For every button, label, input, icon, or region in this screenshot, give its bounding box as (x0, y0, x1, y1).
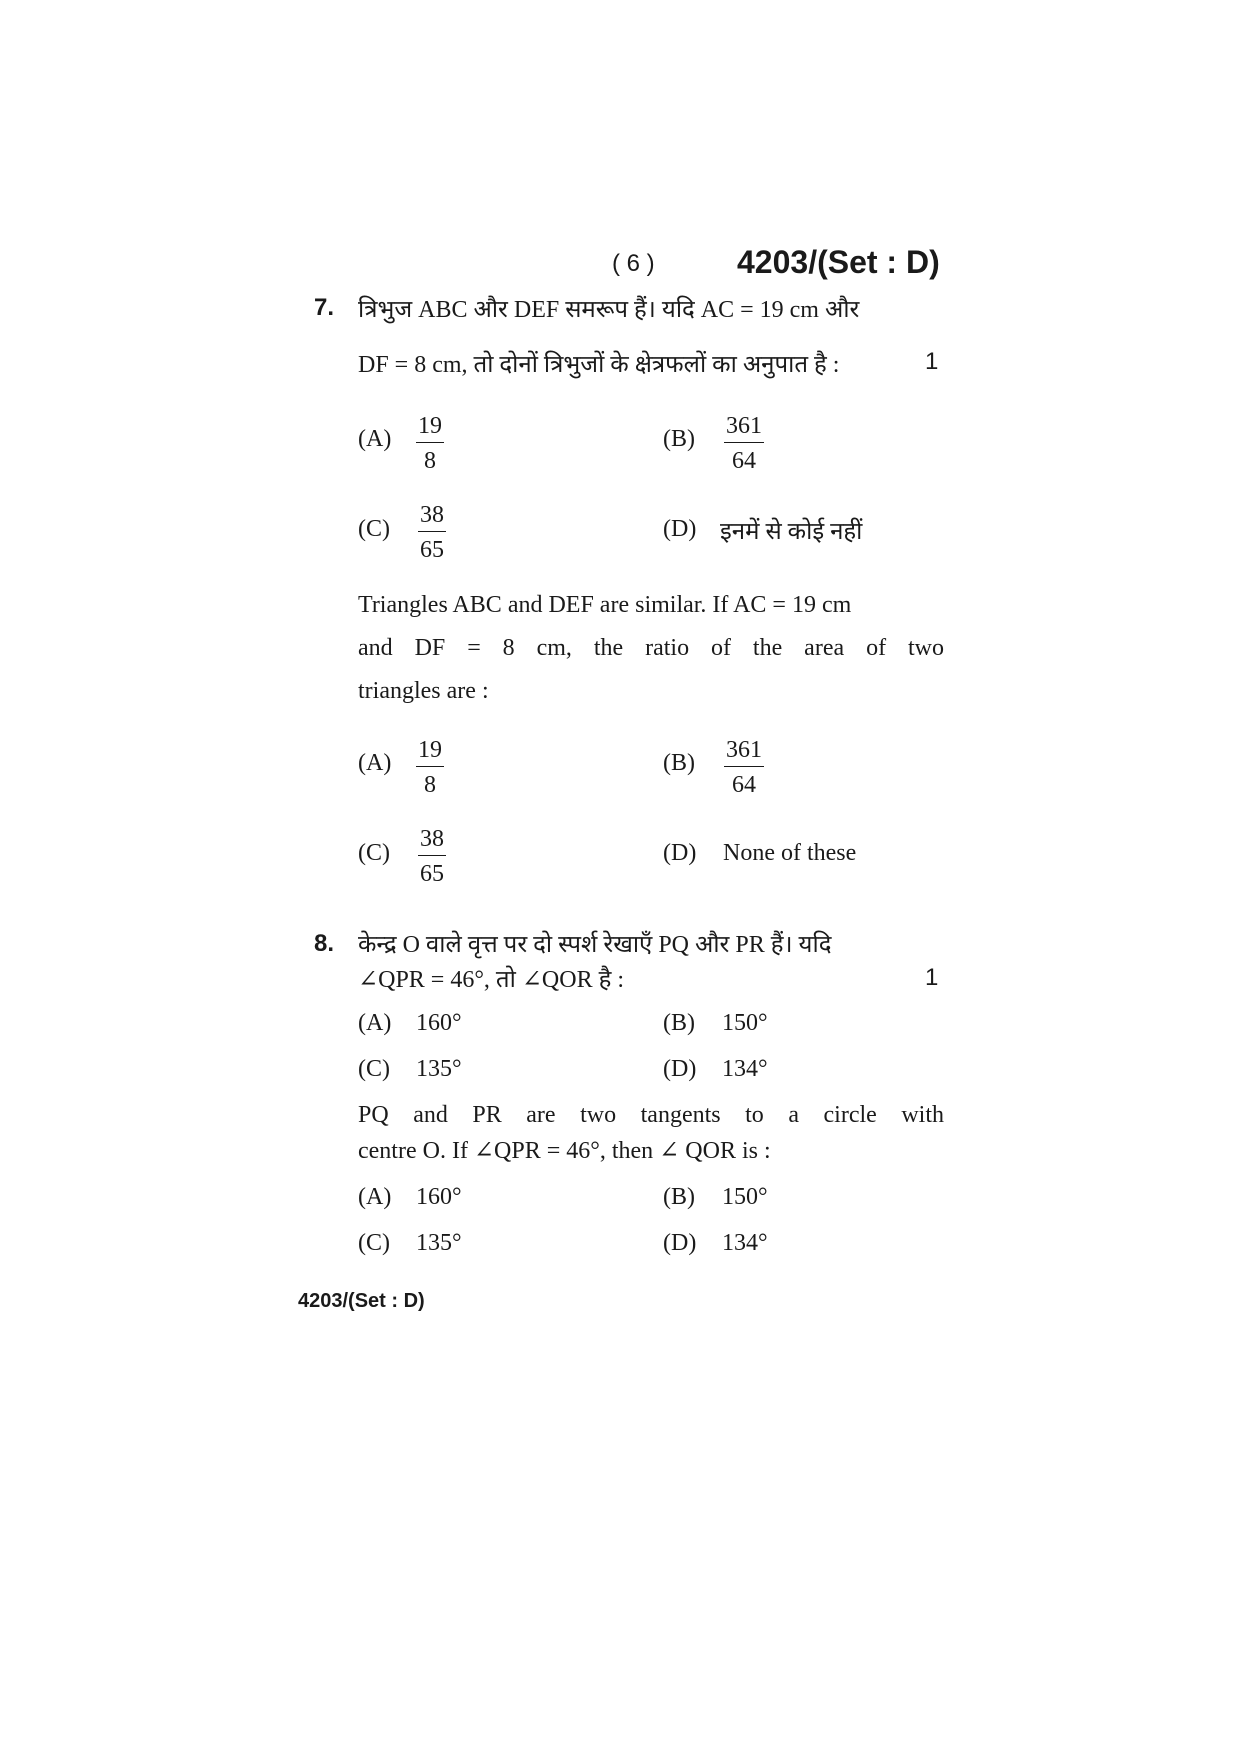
fraction-denominator: 65 (420, 537, 444, 563)
fraction-numerator: 38 (418, 827, 446, 856)
option-b-label: (B) (663, 1184, 695, 1210)
option-d-label: (D) (663, 840, 697, 866)
fraction-numerator: 19 (416, 414, 444, 443)
fraction-denominator: 64 (732, 448, 756, 474)
option-a-text: 160° (416, 1184, 462, 1210)
option-d-label: (D) (663, 1056, 697, 1082)
option-d-text: इनमें से कोई नहीं (720, 519, 863, 545)
option-c-label: (C) (358, 1056, 390, 1082)
option-b-label: (B) (663, 1010, 695, 1036)
page-number: ( 6 ) (612, 250, 655, 277)
question-7-hindi-line-2: DF = 8 cm, तो दोनों त्रिभुजों के क्षेत्रफलों का अनुपात है : (358, 352, 840, 378)
question-7-english-line-1: Triangles ABC and DEF are similar. If AC = 19 cm (358, 592, 852, 618)
option-a-text: 160° (416, 1010, 462, 1036)
fraction-numerator: 361 (724, 414, 764, 443)
question-8-hindi-line-2: ∠QPR = 46°, तो ∠QOR है : (358, 967, 625, 993)
option-b-text: 150° (722, 1184, 768, 1210)
question-7-english-line-2: and DF = 8 cm, the ratio of the area of two (358, 635, 944, 661)
question-number: 7. (314, 294, 335, 321)
fraction-numerator: 19 (416, 738, 444, 767)
option-c-fraction (418, 503, 446, 562)
option-d-text: 134° (722, 1056, 768, 1082)
option-b-fraction (724, 414, 764, 473)
option-a-label: (A) (358, 1184, 392, 1210)
question-8-english-line-1: PQ and PR are two tangents to a circle with (358, 1102, 944, 1128)
option-d-label: (D) (663, 516, 697, 542)
fraction-numerator: 38 (418, 503, 446, 532)
option-b-label: (B) (663, 750, 695, 776)
option-a-fraction (416, 738, 444, 797)
question-7-hindi-line-1: त्रिभुज ABC और DEF समरूप हैं। यदि AC = 19 cm और (358, 297, 860, 323)
option-c-label: (C) (358, 516, 390, 542)
option-a-label: (A) (358, 1010, 392, 1036)
question-7-english-line-3: triangles are : (358, 678, 489, 704)
fraction-denominator: 64 (732, 772, 756, 798)
question-8-marks: 1 (925, 964, 939, 991)
fraction-denominator: 8 (424, 772, 436, 798)
option-c-text: 135° (416, 1230, 462, 1256)
option-d-label: (D) (663, 1230, 697, 1256)
option-c-text: 135° (416, 1056, 462, 1082)
option-b-text: 150° (722, 1010, 768, 1036)
option-a-label: (A) (358, 750, 392, 776)
fraction-denominator: 65 (420, 861, 444, 887)
option-a-label: (A) (358, 426, 392, 452)
set-code-header: 4203/(Set : D) (737, 244, 940, 280)
option-a-fraction (416, 414, 444, 473)
option-c-label: (C) (358, 840, 390, 866)
fraction-numerator: 361 (724, 738, 764, 767)
option-b-fraction (724, 738, 764, 797)
set-code-footer: 4203/(Set : D) (298, 1290, 425, 1312)
question-number: 8. (314, 930, 335, 957)
question-8-english-line-2: centre O. If ∠QPR = 46°, then ∠ QOR is : (358, 1138, 771, 1164)
question-7-marks: 1 (925, 348, 939, 375)
option-c-label: (C) (358, 1230, 390, 1256)
question-8-hindi-line-1: केन्द्र O वाले वृत्त पर दो स्पर्श रेखाएँ PQ और PR हैं। यदि (358, 932, 832, 958)
option-d-text: 134° (722, 1230, 768, 1256)
option-c-fraction (418, 827, 446, 886)
option-d-text: None of these (723, 840, 857, 866)
fraction-denominator: 8 (424, 448, 436, 474)
option-b-label: (B) (663, 426, 695, 452)
